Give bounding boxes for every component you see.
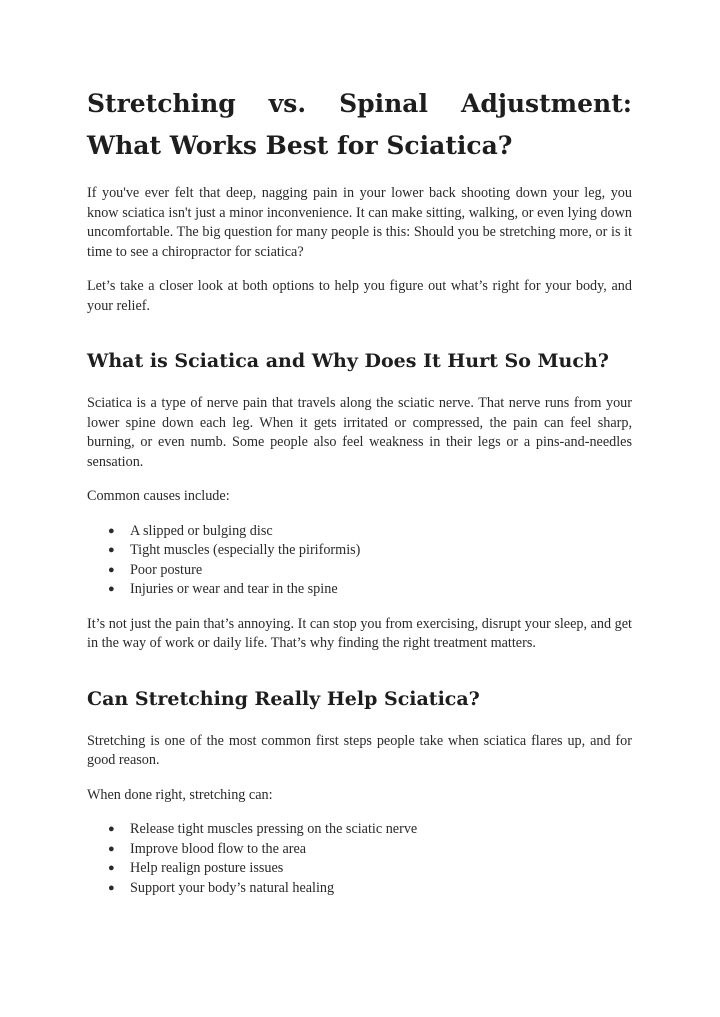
page-title: Stretching vs. Spinal Adjustment: What Works Best for Sciatica?: [87, 89, 632, 160]
bullet-icon: ●: [108, 563, 115, 576]
list-item-text: Support your body’s natural healing: [130, 879, 335, 896]
bullet-icon: ●: [108, 881, 115, 894]
list-item: [87, 859, 632, 879]
list-item: [87, 580, 632, 600]
list-item-text: Poor posture: [130, 561, 203, 578]
bullet-icon: ●: [108, 862, 115, 874]
intro-paragraph-1: If you've ever felt that deep, nagging pain in your lower back shooting down your leg, you know sciatica isn't just a minor inconvenience. It can make sitting, walking, or even lying down uncomfortable. The big question for many people is this: Should you be stretching more, or is it time to see a chiropractor for sciatica?: [87, 185, 632, 260]
section-heading-sciatica: What is Sciatica and Why Does It Hurt So Much?: [87, 350, 609, 372]
bullet-icon: ●: [108, 524, 115, 537]
list-item-text: Help realign posture issues: [130, 860, 284, 876]
document-page: [87, 83, 632, 898]
list-item: [87, 879, 632, 899]
list-item: [87, 561, 632, 581]
list-item: [87, 522, 632, 542]
list-item: [87, 840, 632, 860]
list-item-text: A slipped or bulging disc: [130, 522, 273, 539]
section-heading-stretching: Can Stretching Really Help Sciatica?: [87, 687, 480, 710]
causes-list: [87, 522, 632, 600]
sciatica-paragraph-2: Common causes include:: [87, 488, 230, 504]
intro-paragraph-2: Let’s take a closer look at both options to help you figure out what’s right for your body, and your relief.: [87, 278, 632, 314]
stretching-paragraph-1: Stretching is one of the most common first steps people take when sciatica flares up, and for good reason.: [87, 732, 632, 768]
bullet-icon: ●: [108, 823, 115, 835]
list-item: [87, 541, 632, 561]
bullet-icon: ●: [108, 583, 115, 595]
sciatica-paragraph-3: It’s not just the pain that’s annoying. It can stop you from exercising, disrupt your sleep, and get in the way of work or daily life. That’s why finding the right treatment matters.: [87, 615, 632, 651]
sciatica-paragraph-1: Sciatica is a type of nerve pain that travels along the sciatic nerve. That nerve runs from your lower spine down each leg. When it gets irritated or compressed, the pain can feel sharp, burning, or even numb. Some people also feel weakness in their legs or a pins-and-needles sensation.: [87, 395, 632, 470]
bullet-icon: ●: [108, 544, 115, 556]
benefits-list: [87, 820, 632, 898]
stretching-paragraph-2: When done right, stretching can:: [87, 786, 273, 803]
list-item-text: Improve blood flow to the area: [130, 840, 307, 857]
list-item-text: Tight muscles (especially the piriformis): [130, 542, 361, 558]
list-item-text: Release tight muscles pressing on the sciatic nerve: [130, 821, 418, 837]
list-item-text: Injuries or wear and tear in the spine: [130, 581, 338, 597]
bullet-icon: ●: [108, 842, 115, 855]
list-item: [87, 820, 632, 840]
